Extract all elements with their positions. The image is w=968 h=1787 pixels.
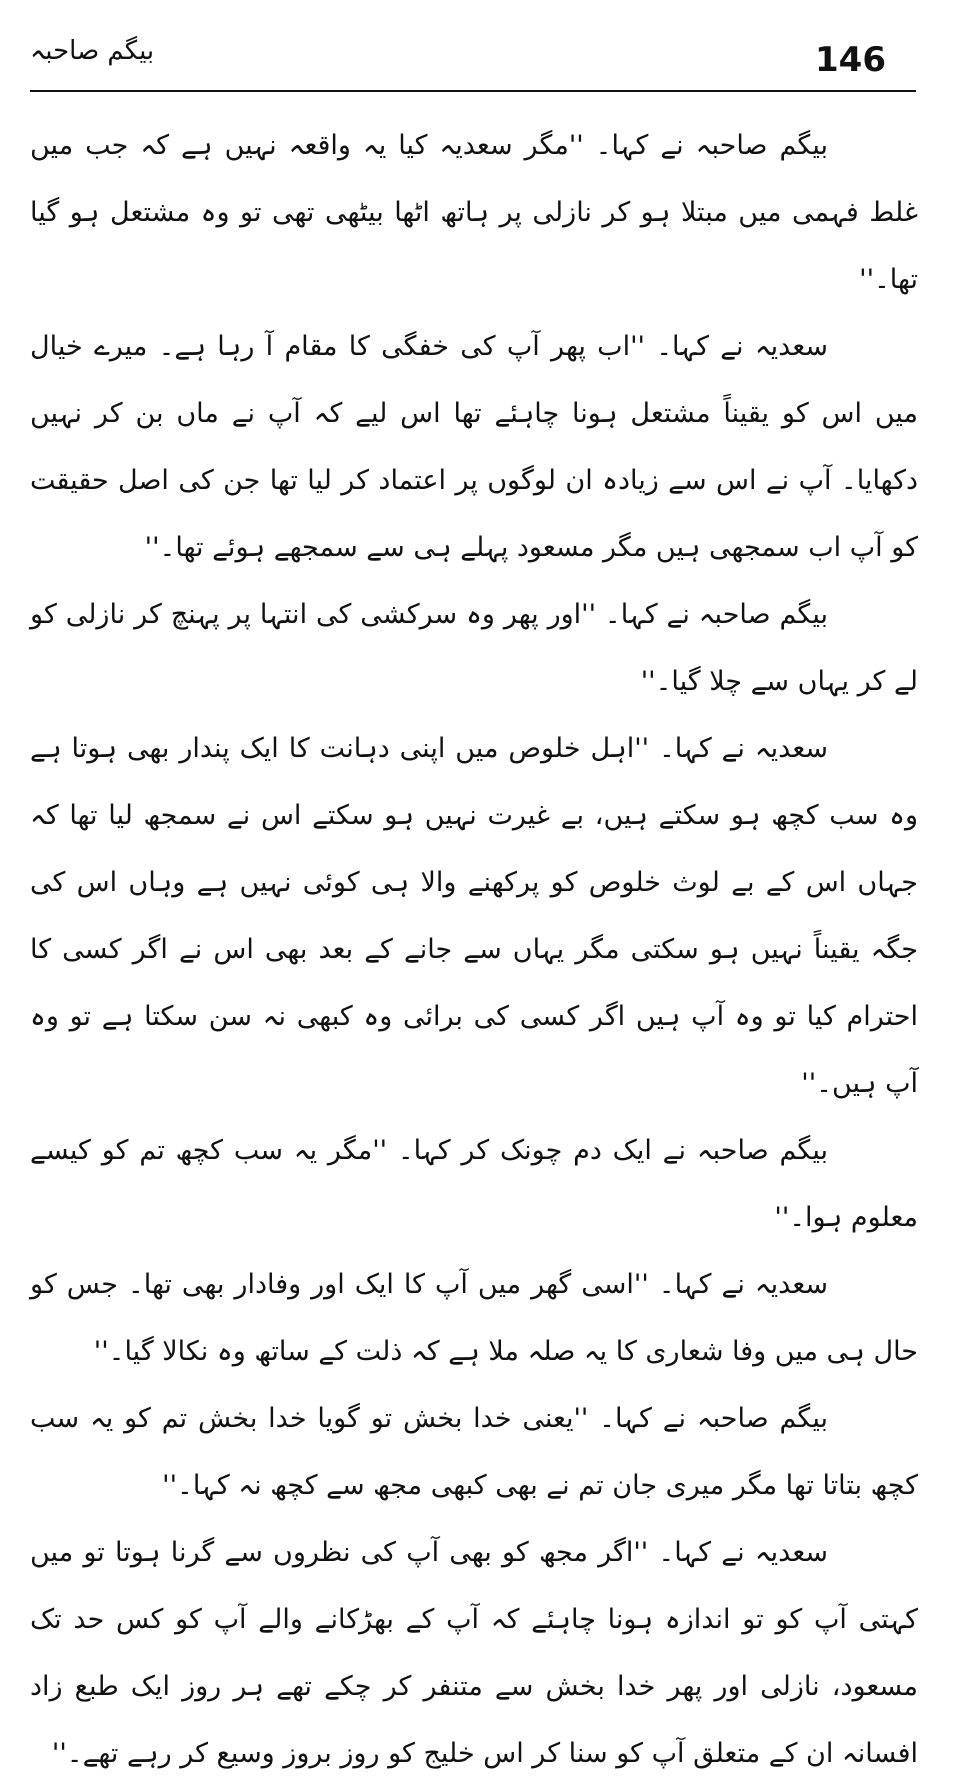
header-rule xyxy=(30,90,916,92)
paragraph: سعدیہ نے کہا۔ ''اب پھر آپ کی خفگی کا مقام آ رہا ہے۔ میرے خیال میں اس کو یقیناً مشتعل ہونا چاہئے تھا اس لیے کہ آپ نے ماں بن کر نہیں دکھایا۔ آپ نے اس سے زیادہ ان لوگوں پر اعتماد کر لیا تھا جن کی اصل حقیقت کو آپ اب سمجھی ہیں مگر مسعود پہلے ہی سے سمجھے ہوئے تھا۔'' xyxy=(30,331,918,563)
page-body xyxy=(30,112,918,1769)
paragraph: بیگم صاحبہ نے کہا۔ ''مگر سعدیہ کیا یہ واقعہ نہیں ہے کہ جب میں غلط فہمی میں مبتلا ہو کر نازلی پر ہاتھ اٹھا بیٹھی تھی تو وہ مشتعل ہو گیا تھا۔'' xyxy=(30,130,918,295)
paragraph: سعدیہ نے کہا۔ ''اسی گھر میں آپ کا ایک اور وفادار بھی تھا۔ جس کو حال ہی میں وفا شعاری کا یہ صلہ ملا ہے کہ ذلت کے ساتھ وہ نکالا گیا۔'' xyxy=(30,1269,918,1367)
paragraph: بیگم صاحبہ نے کہا۔ ''اور پھر وہ سرکشی کی انتہا پر پہنچ کر نازلی کو لے کر یہاں سے چلا گیا۔'' xyxy=(30,599,918,697)
paragraph: سعدیہ نے کہا۔ ''اہل خلوص میں اپنی دہانت کا ایک پندار بھی ہوتا ہے وہ سب کچھ ہو سکتے ہیں، بے غیرت نہیں ہو سکتے اس نے سمجھ لیا تھا کہ جہاں اس کے بے لوث خلوص کو پرکھنے والا ہی کوئی نہیں ہے وہاں اس کی جگہ یقیناً نہیں ہو سکتی مگر یہاں سے جانے کے بعد بھی اس نے اگر کسی کا احترام کیا تو وہ آپ ہیں اگر کسی کی برائی وہ کبھی نہ سن سکتا ہے تو وہ آپ ہیں۔'' xyxy=(30,733,918,1099)
paragraph: سعدیہ نے کہا۔ ''اگر مجھ کو بھی آپ کی نظروں سے گرنا ہوتا تو میں کہتی آپ کو تو اندازہ ہونا چاہئے کہ آپ کے بھڑکانے والے آپ کو کس حد تک مسعود، نازلی اور پھر خدا بخش سے متنفر کر چکے تھے ہر روز ایک طبع زاد افسانہ ان کے متعلق آپ کو سنا کر اس خلیج کو روز بروز وسیع کر رہے تھے۔'' xyxy=(30,1537,918,1769)
paragraph: بیگم صاحبہ نے کہا۔ ''یعنی خدا بخش تو گویا خدا بخش تم کو یہ سب کچھ بتاتا تھا مگر میری جان تم نے بھی کبھی مجھ سے کچھ نہ کہا۔'' xyxy=(30,1403,918,1501)
running-title: بیگم صاحبہ xyxy=(30,36,155,66)
page-header xyxy=(30,36,938,92)
page-number: 146 xyxy=(815,40,886,80)
paragraph: بیگم صاحبہ نے ایک دم چونک کر کہا۔ ''مگر یہ سب کچھ تم کو کیسے معلوم ہوا۔'' xyxy=(30,1135,918,1233)
